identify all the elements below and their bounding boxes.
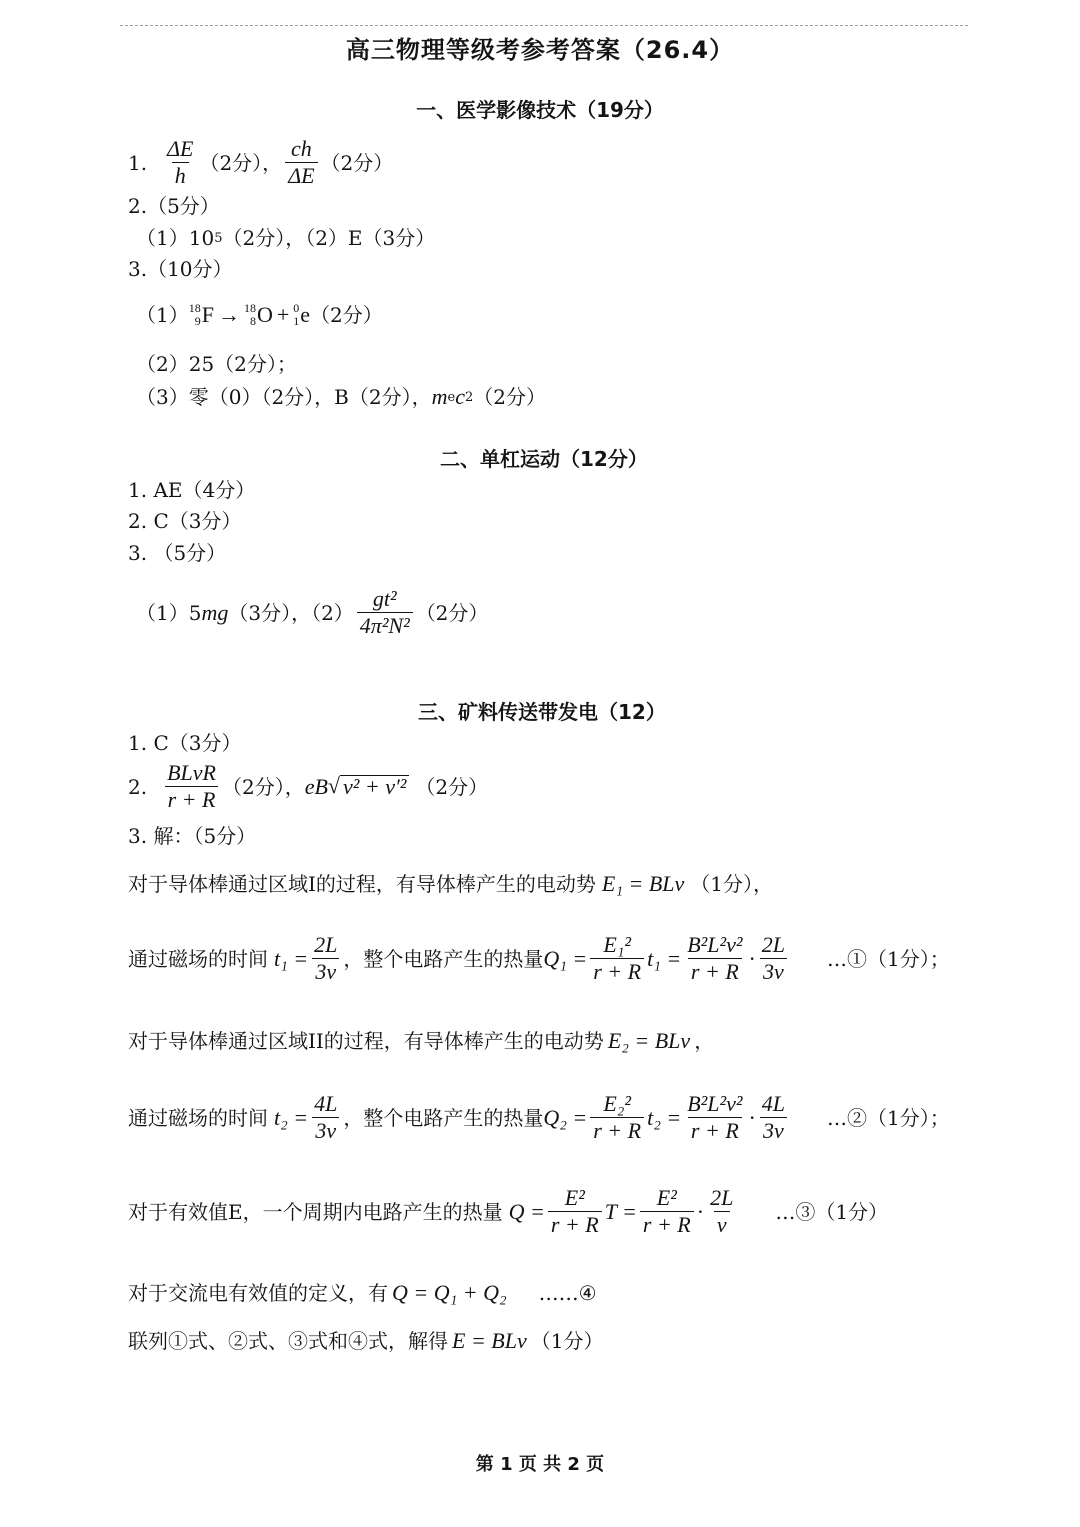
s1-q1-f2-denominator: ΔE bbox=[285, 162, 317, 187]
s3-l4-middle-text: ，整个电路产生的热量 bbox=[343, 1105, 544, 1130]
s2-p1-mg: mg bbox=[201, 599, 229, 625]
mass-subscript: e bbox=[447, 389, 456, 405]
s1-q1-f2-numerator: ch bbox=[290, 136, 312, 161]
s3-q2-score-2: （2分） bbox=[415, 774, 489, 799]
s3-q2-fraction bbox=[164, 762, 219, 811]
nuclide-positron bbox=[293, 302, 310, 327]
s3-l2-middle-text: ，整个电路产生的热量 bbox=[343, 946, 544, 971]
s3-l4-heat-f2-numerator: B²L²v² bbox=[687, 1091, 743, 1116]
s1-q3-part3-text: （3）零（0）（2分），B（2分）， bbox=[136, 385, 432, 409]
s1-q3-part3 bbox=[136, 386, 546, 408]
page-number-footer: 第 1 页 共 2 页 bbox=[475, 1454, 605, 1475]
s2-q1: 1. AE（4分） bbox=[128, 478, 256, 502]
s3-l5-f3-numerator: 2L bbox=[710, 1185, 734, 1210]
s3-l2-heat-f1-denominator: r + R bbox=[590, 958, 644, 983]
s3-q1: 1. C（3分） bbox=[128, 731, 242, 755]
s3-q2-radicand: v² + v′² bbox=[340, 775, 409, 798]
s3-l2-q1: Q₁ = bbox=[543, 945, 588, 971]
s3-line-6 bbox=[128, 1282, 597, 1304]
s1-q1-score-1: （2分）， bbox=[199, 150, 283, 175]
s3-l4-heat-fraction-2 bbox=[684, 1093, 745, 1142]
s2-q2: 2. C（3分） bbox=[128, 509, 242, 533]
f-mass-number: 18 bbox=[188, 301, 201, 315]
s3-l4-text: 通过磁场的时间 bbox=[128, 1105, 268, 1130]
s3-l7-equation: E = BLv bbox=[452, 1328, 527, 1353]
s3-line-5 bbox=[128, 1187, 888, 1236]
s3-l2-heat-fraction-1 bbox=[590, 934, 644, 983]
s3-q2-score-1: （2分）， bbox=[221, 774, 305, 799]
f-symbol: F bbox=[201, 301, 214, 327]
s1-q2-heading: 2.（5分） bbox=[128, 194, 220, 218]
o-atomic-number: 8 bbox=[249, 313, 256, 328]
s2-p2-numerator: gt² bbox=[372, 586, 397, 611]
section-2-heading: 二、单杠运动（12分） bbox=[440, 447, 648, 471]
top-dashed-rule bbox=[120, 25, 968, 26]
s1-q3-part1-score: （2分） bbox=[310, 302, 383, 327]
s3-l1-equation: E₁ = BLv bbox=[601, 871, 685, 896]
s3-l4-score: …②（1分）； bbox=[827, 1105, 950, 1130]
e-mass-number: 0 bbox=[293, 301, 300, 315]
s2-q3: 3. （5分） bbox=[128, 541, 227, 565]
s1-q2-part1-label: （1）10 bbox=[136, 226, 215, 250]
s3-q2-sqrt bbox=[328, 775, 409, 798]
s3-l4-heat-f1-numerator: E₂² bbox=[603, 1091, 632, 1116]
e-charge-number: 1 bbox=[293, 313, 300, 328]
s2-p1-label: （1）5 bbox=[136, 600, 202, 625]
s2-p2-score: （2分） bbox=[415, 600, 489, 625]
document-title: 高三物理等级考参考答案（26.4） bbox=[345, 36, 735, 64]
s3-l2-score: …①（1分）； bbox=[827, 946, 950, 971]
s1-q1-number: 1. bbox=[128, 150, 148, 175]
s3-l2-heat-f2-numerator: B²L²v² bbox=[687, 932, 743, 957]
s3-l2-dot: · bbox=[748, 945, 756, 971]
s3-l2-heat-fraction-2 bbox=[684, 934, 745, 983]
s1-q2-answer bbox=[136, 228, 435, 248]
s1-q3-part2: （2）25（2分）； bbox=[136, 352, 297, 376]
s2-p1-score: （3分），（2） bbox=[228, 600, 354, 625]
nuclide-fluorine bbox=[189, 302, 214, 327]
c-exponent: 2 bbox=[464, 389, 474, 405]
s1-q2-scores: （2分），（2）E（3分） bbox=[222, 226, 436, 250]
s3-l5-q: Q = bbox=[508, 1198, 545, 1224]
s3-line-3 bbox=[128, 1030, 714, 1052]
s3-l4-time-fraction bbox=[311, 1093, 340, 1142]
s3-l2-heat-f2-denominator: r + R bbox=[688, 958, 742, 983]
s1-q3-part3-score: （2分） bbox=[473, 385, 546, 409]
s3-l5-f1-denominator: r + R bbox=[548, 1211, 602, 1236]
s3-l5-dot: · bbox=[696, 1198, 705, 1224]
s3-l4-dot: · bbox=[748, 1104, 756, 1130]
s3-l3-equation: E₂ = BLv bbox=[607, 1028, 691, 1053]
s3-l4-heat-fraction-3 bbox=[759, 1093, 788, 1142]
s3-l1-score: （1分）， bbox=[690, 872, 774, 896]
o-mass-number: 18 bbox=[243, 301, 256, 315]
reaction-arrow: → bbox=[217, 301, 240, 327]
s3-l4-heat-f2-denominator: r + R bbox=[688, 1117, 742, 1142]
s1-q3-decay-equation-line bbox=[136, 302, 383, 327]
sqrt-sign: √ bbox=[327, 773, 340, 798]
s3-l3-text: 对于导体棒通过区域II的过程，有导体棒产生的电动势 bbox=[128, 1029, 604, 1053]
s3-q3-heading: 3. 解：（5分） bbox=[128, 824, 257, 848]
s3-l5-f3-denominator: v bbox=[714, 1211, 730, 1236]
s3-l4-time-numerator: 4L bbox=[314, 1091, 338, 1116]
s3-l4-t2-times: t₂ = bbox=[647, 1104, 682, 1130]
s1-q3-heading: 3.（10分） bbox=[128, 257, 233, 281]
s2-p2-fraction bbox=[357, 588, 413, 637]
s1-q2-exponent: 5 bbox=[214, 230, 223, 246]
s3-q2-eb: eB bbox=[304, 773, 328, 799]
mass-symbol: m bbox=[431, 384, 448, 409]
s3-l2-time-fraction bbox=[311, 934, 340, 983]
s1-q1-line bbox=[128, 138, 393, 187]
s2-q3-answer-line bbox=[136, 588, 488, 637]
s3-q2-number: 2. bbox=[128, 774, 148, 799]
s3-l2-heat-fraction-3 bbox=[759, 934, 788, 983]
e-symbol: e bbox=[300, 301, 311, 327]
s3-l4-q2: Q₂ = bbox=[543, 1104, 588, 1130]
s1-q1-score-2: （2分） bbox=[320, 150, 394, 175]
s3-l4-heat-f1-denominator: r + R bbox=[590, 1117, 644, 1142]
s3-l2-heat-f1-numerator: E₁² bbox=[603, 932, 632, 957]
s3-q2-line bbox=[128, 762, 488, 811]
s3-l6-tag: ……④ bbox=[538, 1281, 597, 1305]
section-3-heading: 三、矿料传送带发电（12） bbox=[418, 700, 666, 724]
s3-l5-f2-denominator: r + R bbox=[640, 1211, 694, 1236]
s3-l1-text: 对于导体棒通过区域I的过程，有导体棒产生的电动势 bbox=[128, 872, 596, 896]
plus-sign: + bbox=[276, 301, 290, 327]
s3-l2-heat-f3-denominator: 3v bbox=[760, 958, 787, 983]
s3-q2-denominator: r + R bbox=[165, 786, 219, 811]
s3-l2-time-denominator: 3v bbox=[312, 958, 339, 983]
s3-line-4 bbox=[128, 1093, 950, 1142]
s3-l2-t1: t₁ = bbox=[274, 945, 309, 971]
s1-q3-part1-label: （1） bbox=[136, 302, 189, 327]
o-symbol: O bbox=[256, 301, 273, 327]
s1-q1-f1-denominator: h bbox=[172, 162, 189, 187]
nuclide-oxygen bbox=[244, 302, 273, 327]
s3-l6-equation: Q = Q₁ + Q₂ bbox=[392, 1280, 507, 1305]
s3-l5-fraction-1 bbox=[548, 1187, 602, 1236]
s3-l5-f1-numerator: E² bbox=[564, 1185, 585, 1210]
s3-l4-heat-f3-denominator: 3v bbox=[760, 1117, 787, 1142]
s3-l4-heat-fraction-1 bbox=[590, 1093, 644, 1142]
s3-l4-heat-f3-numerator: 4L bbox=[761, 1091, 786, 1116]
s3-l5-text: 对于有效值E，一个周期内电路产生的热量 bbox=[128, 1199, 503, 1224]
s3-l7-score: （1分） bbox=[530, 1329, 604, 1353]
s3-l5-fraction-3 bbox=[707, 1187, 736, 1236]
s3-l5-fraction-2 bbox=[640, 1187, 694, 1236]
s2-p2-denominator: 4π²N² bbox=[357, 612, 413, 637]
s3-l5-score: …③（1分） bbox=[775, 1199, 889, 1224]
s3-l2-t1-times: t₁ = bbox=[647, 945, 682, 971]
s3-l5-period: T = bbox=[604, 1198, 637, 1224]
s3-l5-f2-numerator: E² bbox=[656, 1185, 677, 1210]
s3-q2-numerator: BLvR bbox=[167, 760, 216, 785]
s3-line-2 bbox=[128, 934, 950, 983]
s3-l4-t2: t₂ = bbox=[274, 1104, 309, 1130]
s3-line-1 bbox=[128, 873, 773, 895]
s3-line-7 bbox=[128, 1330, 603, 1352]
s1-q1-fraction-2 bbox=[285, 138, 317, 187]
s3-l2-time-numerator: 2L bbox=[314, 932, 338, 957]
s3-l2-text: 通过磁场的时间 bbox=[128, 946, 268, 971]
s3-l2-heat-f3-numerator: 2L bbox=[761, 932, 786, 957]
section-1-heading: 一、医学影像技术（19分） bbox=[416, 98, 664, 122]
s3-l6-text: 对于交流电有效值的定义，有 bbox=[128, 1281, 388, 1305]
s1-q1-fraction-1 bbox=[164, 138, 196, 187]
f-atomic-number: 9 bbox=[194, 313, 201, 328]
s3-l4-time-denominator: 3v bbox=[312, 1117, 339, 1142]
s3-l7-text: 联列①式、②式、③式和④式，解得 bbox=[128, 1329, 448, 1353]
s1-q1-f1-numerator: ΔE bbox=[167, 136, 194, 161]
s3-l3-end: ， bbox=[694, 1029, 715, 1053]
c-symbol: c bbox=[455, 384, 465, 409]
